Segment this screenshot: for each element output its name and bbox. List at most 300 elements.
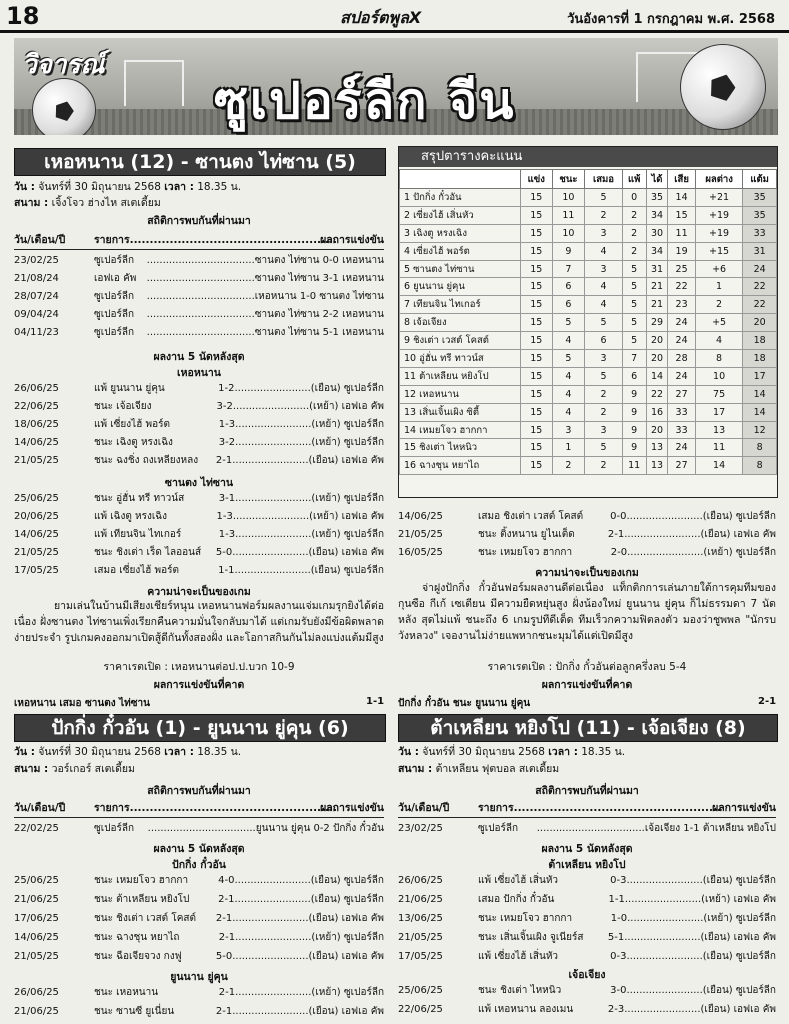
- opponent: ชนะ เหมยโจว ฮากกา: [478, 913, 573, 924]
- stat-cell: 9: [622, 439, 646, 457]
- match-title: เหอหนาน (12) - ซานตง ไท่ซาน (5): [14, 148, 386, 176]
- stat-cell: 11: [695, 439, 743, 457]
- opponent: ชนะ เจ้อเจียง: [94, 401, 152, 412]
- stat-cell: 10: [552, 189, 585, 207]
- standings-grid: [399, 169, 777, 475]
- stat-cell: 29: [646, 314, 668, 332]
- standings-row: [400, 385, 777, 403]
- prediction-score: 1-1: [366, 696, 385, 707]
- score-venue: 3-0........................(เยือน) ซูเปอร์ลีก: [610, 985, 776, 996]
- stat-cell: +5: [695, 314, 743, 332]
- match-venue: สนาม : เจิ้งโจว ฮ่างไห สเตเดี้ยม: [14, 197, 161, 209]
- opponent: แพ้ ยูนนาน ยู่คุน: [94, 383, 165, 394]
- match-date: 16/05/25: [398, 547, 443, 558]
- stat-cell: 5: [585, 314, 622, 332]
- stat-cell: 6: [585, 332, 622, 350]
- prediction-heading: ผลการแข่งขันที่คาด: [153, 679, 245, 691]
- stat-cell: 17: [743, 367, 777, 385]
- stat-cell: 2: [695, 296, 743, 314]
- opponent: เสมอ ชิงเต่า เวสต์ โคสต์: [478, 511, 584, 522]
- section-kicker: วิจารณ์: [22, 50, 105, 80]
- result: ..................................เหอหนาน 1-0 ซานตง ไท่ซาน: [146, 291, 384, 302]
- opponent: แพ้ เฉิงตู หรงเฉิง: [94, 511, 167, 522]
- stat-cell: 23: [668, 296, 695, 314]
- stat-cell: 6: [552, 296, 585, 314]
- opponent: ชนะ ฉือเจียจวง กงฟู: [94, 951, 182, 962]
- match-date: 21/05/25: [14, 547, 59, 558]
- stat-cell: 4: [552, 385, 585, 403]
- team-name: 14 เหมยโจว ฮากกา: [400, 421, 521, 439]
- h2h-heading: สถิติการพบกันที่ผ่านมา: [535, 785, 639, 797]
- score-venue: 1-3........................(เหย้า) ซูเปอร์ลีก: [218, 529, 384, 540]
- standings-header-row: [400, 170, 777, 189]
- standings-row: [400, 296, 777, 314]
- score-venue: 1-3........................(เหย้า) ซูเปอร์ลีก: [218, 419, 384, 430]
- team-a-heading: เหอหนาน: [177, 367, 221, 379]
- standings-col-header: ได้: [646, 170, 668, 189]
- stat-cell: 15: [521, 224, 553, 242]
- match-venue: สนาม : วอร์เกอร์ สเตเดี้ยม: [14, 763, 135, 775]
- stat-cell: 2: [585, 385, 622, 403]
- stat-cell: +21: [695, 189, 743, 207]
- match-date: 18/06/25: [14, 419, 59, 430]
- score-venue: 2-0........................(เหย้า) ซูเปอร์ลีก: [610, 547, 776, 558]
- opponent: ชนะ ฉางชุน หยาไถ: [94, 932, 180, 943]
- match-date: 14/06/25: [398, 511, 443, 522]
- standings-row: [400, 314, 777, 332]
- stat-cell: 15: [521, 242, 553, 260]
- team-name: 11 ต้าเหลียน หยิงโป: [400, 367, 521, 385]
- stat-cell: 7: [622, 350, 646, 368]
- analysis-text: ยามเล่นในบ้านมีเสียงเชียร์หนุน เหอหนานฟอร์มผลงานแจ่มเกมรุกยิงได้ต่อเนื่อง ฝั่งซานตง ไท่ซานเพิ่งเรียกคืนความมั่นใจกลับมาได้ แต่เกมรับยังมีข้อผิดพลาดง่ายประจำ รูปเกมคงออกมาเปิดสู้ดีกันทั้งสองฝั่ง และโอกาสกินกันไม่ลงแบ่งแต้มมีสูง: [14, 600, 384, 644]
- standings-col-header: แต้ม: [743, 170, 777, 189]
- competition: ซูเปอร์ลีก: [94, 327, 135, 338]
- match-date: 26/06/25: [14, 383, 59, 394]
- standings-row: [400, 332, 777, 350]
- stat-cell: 21: [646, 278, 668, 296]
- match-date: 14/06/25: [14, 932, 59, 943]
- match-date: 22/06/25: [14, 401, 59, 412]
- stat-cell: 27: [668, 385, 695, 403]
- stat-cell: 19: [668, 242, 695, 260]
- stat-cell: 5: [622, 314, 646, 332]
- standings-row: [400, 403, 777, 421]
- result: ..................................ซานตง ไท่ซาน 2-2 เหอหนาน: [146, 309, 384, 320]
- match-date: 21/05/25: [398, 529, 443, 540]
- stat-cell: 2: [585, 403, 622, 421]
- match-date: 17/06/25: [14, 913, 59, 924]
- score-venue: 1-2........................(เยือน) ซูเปอร์ลีก: [218, 383, 384, 394]
- team-b-heading: เจ้อเจียง: [568, 969, 606, 981]
- standings-row: [400, 206, 777, 224]
- page-number: 18: [6, 2, 40, 30]
- stat-cell: 15: [521, 421, 553, 439]
- stat-cell: 28: [668, 350, 695, 368]
- header-rule: [0, 30, 789, 33]
- stat-cell: 13: [646, 439, 668, 457]
- score-venue: 0-3........................(เยือน) ซูเปอร์ลีก: [610, 875, 776, 886]
- stat-cell: 5: [552, 350, 585, 368]
- stat-cell: 8: [743, 457, 777, 475]
- analysis-heading: ความน่าจะเป็นของเกม: [535, 567, 639, 579]
- stat-cell: 33: [743, 224, 777, 242]
- score-venue: 0-3........................(เยือน) ซูเปอร์ลีก: [610, 951, 776, 962]
- stat-cell: 8: [695, 350, 743, 368]
- stat-cell: 15: [521, 350, 553, 368]
- stat-cell: 24: [668, 367, 695, 385]
- stat-cell: 9: [622, 403, 646, 421]
- stat-cell: 4: [585, 278, 622, 296]
- team-name: 3 เฉิงตู หรงเฉิง: [400, 224, 521, 242]
- stat-cell: 4: [585, 242, 622, 260]
- form-heading: ผลงาน 5 นัดหลังสุด: [153, 843, 245, 855]
- form-heading: ผลงาน 5 นัดหลังสุด: [541, 843, 633, 855]
- analysis-text: จ่าฝูงปักกิ่ง กั๋วอันฟอร์มผลงานดีต่อเนื่อง แท็กติกการเล่นภายใต้การคุมทีมของ กุนซือ กีเก้ เซเตียน มีความยืดหยุ่นสูง ฝั่งน้องใหม่ ยูนนาน ยู่คุน ก็ไม่ธรรมดา 7 นัดหลัง สุดไม่แพ้ ชนะถึง 6 เกมรูปทีดีเด็ด ทีมเร็วกความฟิตลงตัว มองว่าชูพพล "นักรบวังหลวง" เจองานไม่ง่ายแพหากชนะมุมได้แต่เปิดมีสูง: [398, 582, 776, 642]
- stat-cell: 3: [585, 224, 622, 242]
- stat-cell: 9: [622, 421, 646, 439]
- team-b-heading: ยูนนาน ยู่คุน: [170, 971, 228, 983]
- form-heading: ผลงาน 5 นัดหลังสุด: [153, 351, 245, 363]
- team-name: 13 เสิ่นเจิ้นเผิง ซิตี้: [400, 403, 521, 421]
- match-date: 21/05/25: [14, 951, 59, 962]
- opponent: ชนะ เหมยโจว ฮากกา: [478, 547, 573, 558]
- stat-cell: 16: [646, 403, 668, 421]
- match-date: 26/06/25: [14, 987, 59, 998]
- standings-table: [398, 146, 778, 498]
- football-left-icon: [32, 78, 96, 135]
- match-date: 14/06/25: [14, 437, 59, 448]
- match-date: 23/02/25: [14, 255, 59, 266]
- stat-cell: 31: [743, 242, 777, 260]
- stat-cell: 5: [622, 278, 646, 296]
- opponent: ชนะ เฉิงตู หรงเฉิง: [94, 437, 173, 448]
- stat-cell: 35: [646, 189, 668, 207]
- team-name: 5 ซานตง ไท่ซาน: [400, 260, 521, 278]
- section-banner: [14, 38, 778, 135]
- standings-row: [400, 278, 777, 296]
- page-header: [0, 0, 789, 34]
- stat-cell: 15: [521, 314, 553, 332]
- stat-cell: 75: [695, 385, 743, 403]
- opponent: ชนะ ชิงเต่า เวสต์ โคสต์: [94, 913, 197, 924]
- stat-cell: 22: [743, 278, 777, 296]
- stat-cell: 6: [622, 367, 646, 385]
- h2h-heading: สถิติการพบกันที่ผ่านมา: [147, 785, 251, 797]
- stat-cell: 4: [552, 403, 585, 421]
- match-date: 25/06/25: [14, 875, 59, 886]
- match-date: 28/07/24: [14, 291, 59, 302]
- team-name: 2 เซี่ยงไฮ้ เสิ่นหัว: [400, 206, 521, 224]
- stat-cell: 22: [668, 278, 695, 296]
- match-date: 25/06/25: [398, 985, 443, 996]
- stat-cell: 2: [622, 224, 646, 242]
- stat-cell: 4: [552, 332, 585, 350]
- competition: ซูเปอร์ลีก: [94, 309, 135, 320]
- opponent: แพ้ เซี่ยงไฮ้ เสิ่นหัว: [478, 875, 559, 886]
- score-venue: 2-1........................(เยือน) ซูเปอร์ลีก: [218, 894, 384, 905]
- stat-cell: 1: [552, 439, 585, 457]
- stat-cell: 14: [646, 367, 668, 385]
- opponent: เสมอ ปักกิ่ง กั๋วอัน: [478, 894, 555, 905]
- standings-row: [400, 242, 777, 260]
- stat-cell: 18: [743, 350, 777, 368]
- stat-cell: 18: [743, 332, 777, 350]
- match-date: 22/02/25: [14, 823, 59, 834]
- stat-cell: 35: [743, 206, 777, 224]
- opponent: ชนะ ติ้งหนาน ยูไนเต็ด: [478, 529, 575, 540]
- opponent: แพ้ เทียนจิน ไทเกอร์: [94, 529, 182, 540]
- result: ..................................ซานตง ไท่ซาน 0-0 เหอหนาน: [146, 255, 384, 266]
- stat-cell: 15: [668, 206, 695, 224]
- result: ..................................เจ้อเจียง 1-1 ต้าเหลียน หยิงโป: [536, 823, 776, 834]
- stat-cell: 5: [622, 332, 646, 350]
- match-title: ปักกิ่ง กั๋วอัน (1) - ยูนนาน ยู่คุน (6): [14, 714, 386, 742]
- opponent: ชนะ ฉงชิ่ง ถงเหลียงหลง: [94, 455, 199, 466]
- stat-cell: 12: [743, 421, 777, 439]
- h2h-rule: [14, 249, 384, 250]
- match-date: 23/02/25: [398, 823, 443, 834]
- prediction-text: เหอหนาน เสมอ ซานตง ไท่ซาน: [14, 698, 150, 709]
- match-title: ต้าเหลียน หยิงโป (11) - เจ้อเจียง (8): [398, 714, 778, 742]
- standings-row: [400, 421, 777, 439]
- score-venue: 1-3........................(เหย้า) เอฟเอ คัพ: [216, 511, 384, 522]
- stat-cell: 15: [521, 278, 553, 296]
- stat-cell: 15: [521, 296, 553, 314]
- match-date: 21/06/25: [398, 894, 443, 905]
- match-datetime: วัน : จันทร์ที่ 30 มิถุนายน 2568 เวลา : 18.35 น.: [398, 746, 626, 758]
- match-date: 26/06/25: [398, 875, 443, 886]
- stat-cell: 15: [521, 367, 553, 385]
- opponent: ชนะ ชิงเต่า ไหหนิว: [478, 985, 562, 996]
- stat-cell: 11: [552, 206, 585, 224]
- stat-cell: 9: [552, 242, 585, 260]
- stat-cell: 0: [622, 189, 646, 207]
- stat-cell: 5: [622, 260, 646, 278]
- team-a-heading: ต้าเหลียน หยิงโป: [548, 859, 626, 871]
- match-date: 21/05/25: [398, 932, 443, 943]
- competition: ซูเปอร์ลีก: [94, 291, 135, 302]
- stat-cell: +19: [695, 206, 743, 224]
- stat-cell: 3: [585, 421, 622, 439]
- team-name: 10 อู่ฮั่น ทรี ทาวน์ส: [400, 350, 521, 368]
- stat-cell: 22: [743, 296, 777, 314]
- stat-cell: 15: [521, 457, 553, 475]
- team-name: 4 เซี่ยงไฮ้ พอร์ต: [400, 242, 521, 260]
- stat-cell: 33: [668, 421, 695, 439]
- stat-cell: 15: [521, 385, 553, 403]
- stat-cell: 24: [668, 439, 695, 457]
- stat-cell: 25: [668, 260, 695, 278]
- publication-logo: สปอร์ตพูลX: [340, 8, 422, 27]
- standings-col-header: ผลต่าง: [695, 170, 743, 189]
- stat-cell: 4: [585, 296, 622, 314]
- stat-cell: 7: [552, 260, 585, 278]
- stat-cell: 10: [695, 367, 743, 385]
- football-right-icon: [680, 44, 766, 130]
- stat-cell: 1: [695, 278, 743, 296]
- stat-cell: 5: [585, 189, 622, 207]
- stat-cell: 5: [552, 314, 585, 332]
- competition: ซูเปอร์ลีก: [94, 823, 135, 834]
- score-venue: 4-0........................(เยือน) ซูเปอร์ลีก: [218, 875, 384, 886]
- match-date: 21/08/24: [14, 273, 59, 284]
- prediction-text: ปักกิ่ง กั๋วอัน ชนะ ยูนนาน ยู่คุน: [398, 698, 531, 709]
- opponent: ชนะ เสิ่นเจิ้นเผิง จูเนียร์ส: [478, 932, 584, 943]
- stat-cell: 27: [668, 457, 695, 475]
- stat-cell: 5: [585, 367, 622, 385]
- stat-cell: 11: [668, 224, 695, 242]
- h2h-rule: [398, 817, 776, 818]
- match-date: 09/04/24: [14, 309, 59, 320]
- stat-cell: 4: [695, 332, 743, 350]
- stat-cell: 34: [646, 242, 668, 260]
- stat-cell: 34: [646, 206, 668, 224]
- stat-cell: 20: [646, 421, 668, 439]
- result: ..................................ซานตง ไท่ซาน 5-1 เหอหนาน: [146, 327, 384, 338]
- stat-cell: 6: [552, 278, 585, 296]
- standings-row: [400, 350, 777, 368]
- match-date: 21/05/25: [14, 455, 59, 466]
- odds-line: ราคาเรตเปิด : ปักกิ่ง กั๋วอันต่อลูกครึ่งลบ 5-4: [487, 661, 687, 673]
- stat-cell: +19: [695, 224, 743, 242]
- match-venue: สนาม : ต้าเหลียน ฟุตบอล สเตเดี้ยม: [398, 763, 560, 775]
- match-date: 21/06/25: [14, 1006, 59, 1017]
- score-venue: 3-1........................(เหย้า) ซูเปอร์ลีก: [218, 493, 384, 504]
- stat-cell: 14: [668, 189, 695, 207]
- standings-row: [400, 439, 777, 457]
- analysis-heading: ความน่าจะเป็นของเกม: [147, 586, 251, 598]
- competition: เอฟเอ คัพ: [94, 273, 137, 284]
- stat-cell: +6: [695, 260, 743, 278]
- stat-cell: 33: [668, 403, 695, 421]
- stat-cell: 20: [646, 350, 668, 368]
- stat-cell: 3: [585, 260, 622, 278]
- opponent: แพ้ เซี่ยงไฮ้ พอร์ต: [94, 419, 170, 430]
- score-venue: 1-0........................(เหย้า) ซูเปอร์ลีก: [610, 913, 776, 924]
- h2h-rule: [14, 817, 384, 818]
- stat-cell: 20: [743, 314, 777, 332]
- score-venue: 5-0........................(เยือน) เอฟเอ คัพ: [215, 547, 384, 558]
- stat-cell: 9: [622, 385, 646, 403]
- match-date: 22/06/25: [398, 1004, 443, 1015]
- stat-cell: 15: [521, 260, 553, 278]
- stat-cell: 17: [695, 403, 743, 421]
- opponent: ชนะ อู่ฮั่น ทรี ทาวน์ส: [94, 493, 185, 504]
- team-name: 6 ยูนนาน ยู่คุน: [400, 278, 521, 296]
- standings-row: [400, 189, 777, 207]
- standings-col-header: ชนะ: [552, 170, 585, 189]
- stat-cell: 35: [743, 189, 777, 207]
- stat-cell: 14: [743, 403, 777, 421]
- score-venue: 2-1........................(เยือน) เอฟเอ คัพ: [607, 529, 776, 540]
- stat-cell: 14: [695, 457, 743, 475]
- result: ..................................ซานตง ไท่ซาน 3-1 เหอหนาน: [146, 273, 384, 284]
- team-name: 1 ปักกิ่ง กั๋วอัน: [400, 189, 521, 207]
- score-venue: 3-2........................(เหย้า) ซูเปอร์ลีก: [218, 437, 384, 448]
- score-venue: 2-1........................(เยือน) เอฟเอ คัพ: [215, 1006, 384, 1017]
- team-name: 16 ฉางชุน หยาไถ: [400, 457, 521, 475]
- stat-cell: 5: [585, 439, 622, 457]
- team-a-heading: ปักกิ่ง กั๋วอัน: [172, 859, 226, 871]
- score-venue: 1-1........................(เยือน) ซูเปอร์ลีก: [218, 565, 384, 576]
- score-venue: 2-1........................(เยือน) เอฟเอ คัพ: [215, 455, 384, 466]
- match-date: 21/06/25: [14, 894, 59, 905]
- team-name: 12 เหอหนาน: [400, 385, 521, 403]
- competition: ซูเปอร์ลีก: [478, 823, 519, 834]
- match-date: 14/06/25: [14, 529, 59, 540]
- stat-cell: 15: [521, 439, 553, 457]
- prediction-score: 2-1: [758, 696, 777, 707]
- issue-date: วันอังคารที่ 1 กรกฎาคม พ.ศ. 2568: [567, 12, 775, 27]
- stat-cell: 22: [646, 385, 668, 403]
- standings-col-header: เสมอ: [585, 170, 622, 189]
- team-name: 7 เทียนจิน ไทเกอร์: [400, 296, 521, 314]
- competition: ซูเปอร์ลีก: [94, 255, 135, 266]
- opponent: ชนะ ต้าเหลียน หยิงโป: [94, 894, 190, 905]
- score-venue: 2-1........................(เหย้า) ซูเปอร์ลีก: [218, 932, 384, 943]
- match-date: 17/05/25: [398, 951, 443, 962]
- opponent: เสมอ เซี่ยงไฮ้ พอร์ต: [94, 565, 180, 576]
- score-venue: 2-3........................(เยือน) เอฟเอ คัพ: [607, 1004, 776, 1015]
- score-venue: 2-1........................(เหย้า) ซูเปอร์ลีก: [218, 987, 384, 998]
- standings-col-header: เสีย: [668, 170, 695, 189]
- stat-cell: 8: [743, 439, 777, 457]
- stat-cell: 3: [585, 350, 622, 368]
- stat-cell: 5: [622, 296, 646, 314]
- stat-cell: 14: [743, 385, 777, 403]
- opponent: ชนะ เหอหนาน: [94, 987, 159, 998]
- match-datetime: วัน : จันทร์ที่ 30 มิถุนายน 2568 เวลา : 18.35 น.: [14, 746, 242, 758]
- score-venue: 3-2........................(เหย้า) เอฟเอ คัพ: [216, 401, 384, 412]
- standings-row: [400, 224, 777, 242]
- opponent: แพ้ เซี่ยงไฮ้ เสิ่นหัว: [478, 951, 559, 962]
- stat-cell: 2: [585, 206, 622, 224]
- score-venue: 1-1........................(เหย้า) เอฟเอ คัพ: [608, 894, 776, 905]
- stat-cell: 31: [646, 260, 668, 278]
- stat-cell: 15: [521, 332, 553, 350]
- stat-cell: 2: [622, 206, 646, 224]
- stat-cell: 13: [646, 457, 668, 475]
- stat-cell: 24: [668, 332, 695, 350]
- standings-col-header: แข่ง: [521, 170, 553, 189]
- team-name: 9 ชิงเต่า เวสต์ โคสต์: [400, 332, 521, 350]
- section-title: ซูเปอร์ลีก จีน: [214, 72, 516, 130]
- stat-cell: 24: [668, 314, 695, 332]
- standings-row: [400, 367, 777, 385]
- h2h-heading: สถิติการพบกันที่ผ่านมา: [147, 215, 251, 227]
- score-venue: 5-0........................(เยือน) เอฟเอ คัพ: [215, 951, 384, 962]
- stat-cell: 21: [646, 296, 668, 314]
- match-datetime: วัน : จันทร์ที่ 30 มิถุนายน 2568 เวลา : 18.35 น.: [14, 181, 242, 193]
- stat-cell: 2: [552, 457, 585, 475]
- standings-row: [400, 260, 777, 278]
- stat-cell: 2: [622, 242, 646, 260]
- match-date: 17/05/25: [14, 565, 59, 576]
- stat-cell: 15: [521, 189, 553, 207]
- match-date: 13/06/25: [398, 913, 443, 924]
- match-date: 04/11/23: [14, 327, 59, 338]
- stat-cell: +15: [695, 242, 743, 260]
- score-venue: 0-0........................(เยือน) ซูเปอร์ลีก: [610, 511, 776, 522]
- opponent: ชนะ เหมยโจว ฮากกา: [94, 875, 189, 886]
- stat-cell: 3: [552, 421, 585, 439]
- match-date: 25/06/25: [14, 493, 59, 504]
- result: ..................................ยูนนาน ยู่คุน 0-2 ปักกิ่ง กั๋วอัน: [147, 823, 384, 834]
- standings-col-header: แพ้: [622, 170, 646, 189]
- match-date: 20/06/25: [14, 511, 59, 522]
- standings-caption: สรุปตารางคะแนน: [399, 147, 777, 167]
- score-venue: 5-1........................(เยือน) เอฟเอ คัพ: [607, 932, 776, 943]
